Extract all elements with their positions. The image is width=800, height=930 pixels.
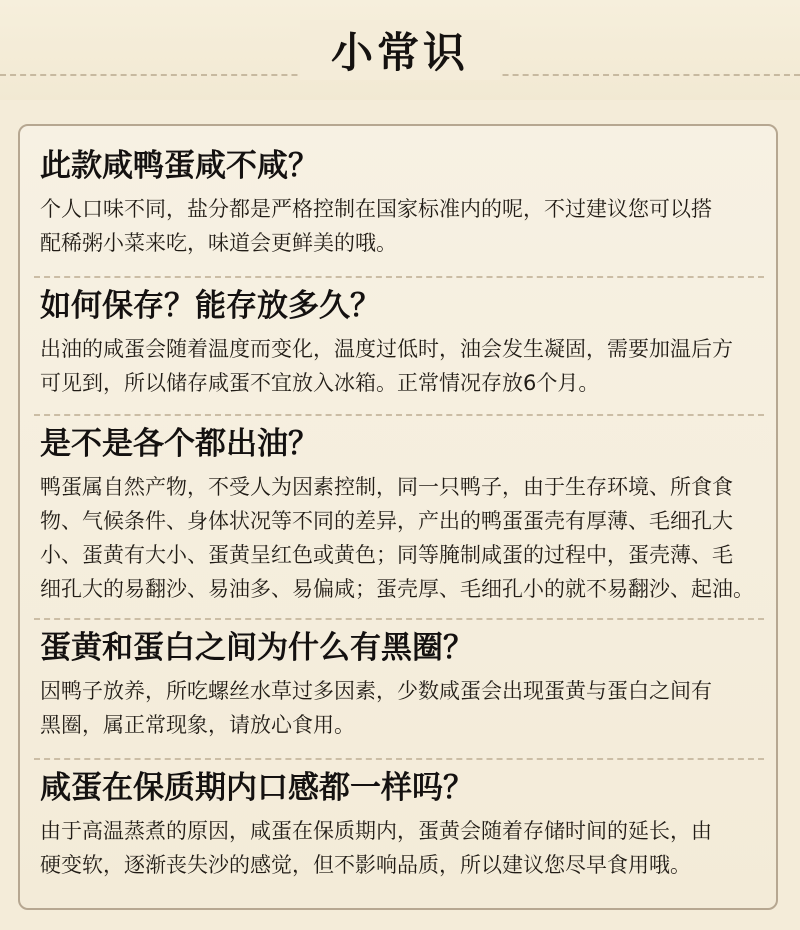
section-divider [34,758,764,760]
faq-question: 咸蛋在保质期内口感都一样吗？ [40,770,474,806]
answer-line: 细孔大的易翻沙、易油多、易偏咸；蛋壳厚、毛细孔小的就不易翻沙、起油。 [40,577,754,601]
header-banner [0,0,800,100]
faq-section-storage [40,286,762,400]
faq-section-taste [40,768,762,882]
answer-line: 个人口味不同，盐分都是严格控制在国家标准内的呢，不过建议您可以搭 [40,197,712,221]
faq-question: 蛋黄和蛋白之间为什么有黑圈？ [40,630,474,666]
answer-line: 物、气候条件、身体状况等不同的差异，产出的鸭蛋蛋壳有厚薄、毛细孔大 [40,509,733,533]
faq-answer [40,814,762,882]
section-divider [34,414,764,416]
answer-line: 出油的咸蛋会随着温度而变化，温度过低时，油会发生凝固，需要加温后方 [40,337,733,361]
faq-card [18,124,778,910]
answer-line: 鸭蛋属自然产物，不受人为因素控制，同一只鸭子，由于生存环境、所食食 [40,475,733,499]
answer-line: 由于高温蒸煮的原因，咸蛋在保质期内，蛋黄会随着存储时间的延长，由 [40,819,712,843]
faq-answer [40,332,762,400]
section-divider [34,618,764,620]
faq-question: 如何保存？能存放多久？ [40,288,381,324]
answer-line: 小、蛋黄有大小、蛋黄呈红色或黄色；同等腌制咸蛋的过程中，蛋壳薄、毛 [40,543,733,567]
faq-answer [40,192,762,260]
faq-answer [40,470,762,606]
faq-question: 此款咸鸭蛋咸不咸？ [40,148,319,184]
faq-question: 是不是各个都出油？ [40,426,319,462]
page-title: 小常识 [300,20,500,80]
answer-line: 硬变软，逐渐丧失沙的感觉，但不影响品质，所以建议您尽早食用哦。 [40,853,691,877]
faq-section-oil [40,424,762,606]
faq-answer [40,674,762,742]
answer-line: 配稀粥小菜来吃，味道会更鲜美的哦。 [40,231,397,255]
section-divider [34,276,764,278]
answer-line: 可见到，所以储存咸蛋不宜放入冰箱。正常情况存放6个月。 [40,371,600,395]
answer-line: 黑圈，属正常现象，请放心食用。 [40,713,355,737]
faq-section-salty [40,146,762,260]
answer-line: 因鸭子放养，所吃螺丝水草过多因素，少数咸蛋会出现蛋黄与蛋白之间有 [40,679,712,703]
faq-section-black-ring [40,628,762,742]
